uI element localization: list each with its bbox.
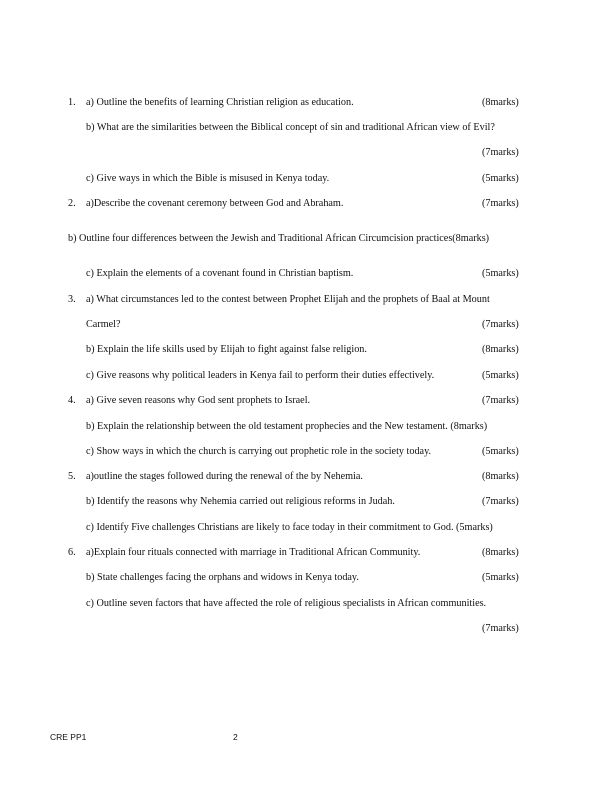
question-5a-text: a)outline the stages followed during the renewal of the by Nehemia. bbox=[86, 471, 363, 482]
question-6c-text: c) Outline seven factors that have affected the role of religious specialists in African communities. bbox=[86, 598, 487, 609]
question-4c-text: c) Show ways in which the church is carrying out prophetic role in the society today. bbox=[86, 446, 432, 457]
question-5c-text: c) Identify Five challenges Christians are likely to face today in their commitment to God. (5marks) bbox=[86, 522, 493, 533]
question-3a-marks: (7marks) bbox=[482, 319, 519, 330]
question-3b-text: b) Explain the life skills used by Elijah to fight against false religion. bbox=[86, 344, 367, 355]
question-number: 3. bbox=[68, 294, 76, 305]
question-number: 6. bbox=[68, 547, 76, 558]
question-number: 2. bbox=[68, 198, 76, 209]
question-2c-marks: (5marks) bbox=[482, 268, 519, 279]
question-2a-marks: (7marks) bbox=[482, 198, 519, 209]
question-number: 4. bbox=[68, 395, 76, 406]
question-6c-marks: (7marks) bbox=[482, 623, 519, 634]
question-3c-marks: (5marks) bbox=[482, 370, 519, 381]
question-1a-marks: (8marks) bbox=[482, 97, 519, 108]
question-4a-marks: (7marks) bbox=[482, 395, 519, 406]
question-5b-marks: (7marks) bbox=[482, 496, 519, 507]
question-2c-text: c) Explain the elements of a covenant found in Christian baptism. bbox=[86, 268, 354, 279]
footer-subject: CRE PP1 bbox=[50, 732, 87, 742]
question-number: 5. bbox=[68, 471, 76, 482]
question-1c-text: c) Give ways in which the Bible is misused in Kenya today. bbox=[86, 173, 330, 184]
question-1b-marks: (7marks) bbox=[482, 147, 519, 158]
footer-page-number: 2 bbox=[233, 732, 238, 742]
question-3b-marks: (8marks) bbox=[482, 344, 519, 355]
question-5b-text: b) Identify the reasons why Nehemia carried out religious reforms in Judah. bbox=[86, 496, 395, 507]
question-2a-text: a)Describe the covenant ceremony between God and Abraham. bbox=[86, 198, 344, 209]
question-3c-text: c) Give reasons why political leaders in Kenya fail to perform their duties effectively. bbox=[86, 370, 435, 381]
question-6a-marks: (8marks) bbox=[482, 547, 519, 558]
question-4a-text: a) Give seven reasons why God sent prophets to Israel. bbox=[86, 395, 311, 406]
question-3a-text: a) What circumstances led to the contest between Prophet Elijah and the prophets of Baal at Mount bbox=[86, 294, 490, 305]
question-4c-marks: (5marks) bbox=[482, 446, 519, 457]
question-6a-text: a)Explain four rituals connected with marriage in Traditional African Community. bbox=[86, 547, 421, 558]
question-number: 1. bbox=[68, 97, 76, 108]
question-4b-text: b) Explain the relationship between the old testament prophecies and the New testament. (8marks) bbox=[86, 421, 488, 432]
question-2b-text: b) Outline four differences between the Jewish and Traditional African Circumcision practices(8marks) bbox=[68, 233, 490, 244]
question-3a-text-continued: Carmel? bbox=[86, 319, 121, 330]
question-1c-marks: (5marks) bbox=[482, 173, 519, 184]
question-1a-text: a) Outline the benefits of learning Christian religion as education. bbox=[86, 97, 354, 108]
question-6b-text: b) State challenges facing the orphans and widows in Kenya today. bbox=[86, 572, 359, 583]
question-5a-marks: (8marks) bbox=[482, 471, 519, 482]
question-1b-text: b) What are the similarities between the Biblical concept of sin and traditional African view of Evil? bbox=[86, 122, 495, 133]
question-6b-marks: (5marks) bbox=[482, 572, 519, 583]
